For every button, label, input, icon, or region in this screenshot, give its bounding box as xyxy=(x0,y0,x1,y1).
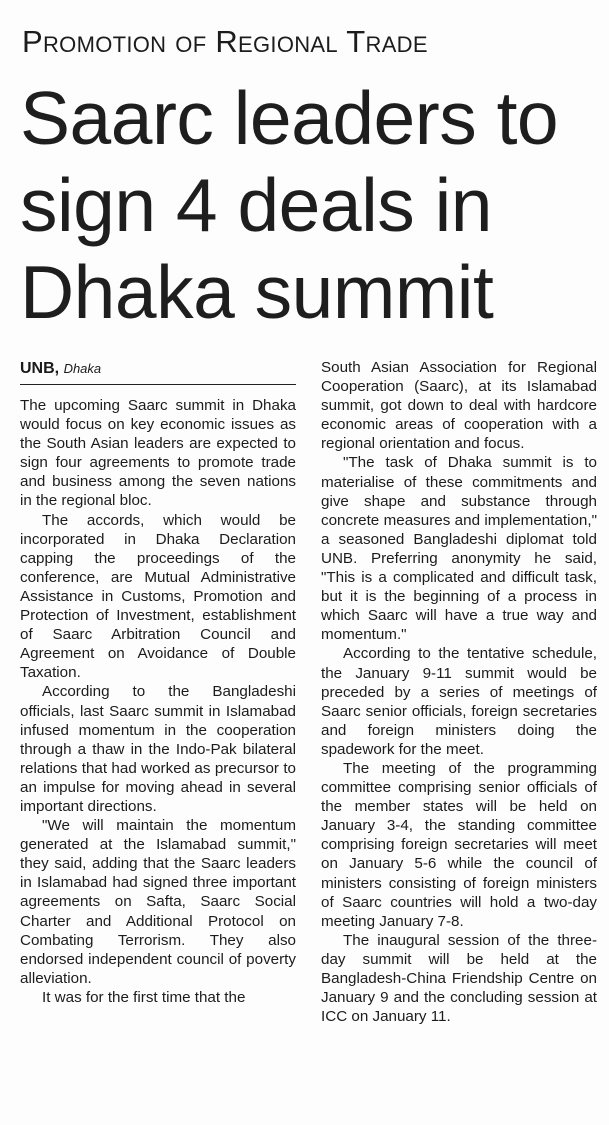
byline-city: Dhaka xyxy=(63,361,102,376)
paragraph: The inaugural session of the three-day summit will be held at the Bangladesh-China Friendship Centre on January 9 and the concluding session at ICC on January 11. xyxy=(321,931,597,1026)
article-column-right xyxy=(321,358,597,1026)
headline xyxy=(20,75,605,336)
headline-line: Dhaka summit xyxy=(20,250,494,334)
paragraph: "The task of Dhaka summit is to materialise of these commitments and give shape and substance through concrete measures and implementation," a seasoned Bangladeshi diplomat told UNB. Preferring anonymity he said, "This is a complicated and difficult task, but it is the beginning of a process in which Saarc will have a true way and momentum." xyxy=(321,454,597,644)
headline-line: Saarc leaders to xyxy=(20,76,559,160)
byline xyxy=(20,360,296,385)
paragraph: South Asian Association for Regional Cooperation (Saarc), at its Islamabad summit, got down to deal with hardcore economic areas of cooperation with a regional orientation and focus. xyxy=(321,359,597,453)
headline-line: sign 4 deals in xyxy=(20,163,492,247)
paragraph: "We will maintain the momentum generated at the Islamabad summit," they said, adding that the Saarc leaders in Islamabad had signed three important agreements on Safta, Saarc Social Charter and Additional Protocol on Combating Terrorism. They also endorsed independent council of poverty alleviation. xyxy=(20,817,296,987)
kicker-heading: Promotion of Regional Trade xyxy=(22,24,428,59)
article-column-left xyxy=(20,396,296,1007)
paragraph: The meeting of the programming committee comprising senior officials of the member states will be held on January 3-4, the standing committee comprising foreign secretaries will meet on January 5-6 while the council of ministers consisting of foreign ministers of Saarc countries will hold a two-day meeting January 7-8. xyxy=(321,759,597,930)
paragraph: It was for the first time that the xyxy=(42,988,246,1006)
paragraph: According to the tentative schedule, the January 9-11 summit would be preceded by a series of meetings of Saarc senior officials, foreign secretaries and foreign ministers doing the spadework for the meet. xyxy=(321,645,597,758)
byline-agency: UNB, xyxy=(20,360,60,377)
paragraph: The accords, which would be incorporated in Dhaka Declaration capping the proceedings of the conference, are Mutual Administrative Assistance in Customs, Promotion and Protection of Investment, establishment of Saarc Arbitration Council and Agreement on Avoidance of Double Taxation. xyxy=(20,511,296,682)
paragraph: According to the Bangladeshi officials, last Saarc summit in Islamabad infused momentum in the cooperation through a thaw in the Indo-Pak bilateral relations that had worked as precursor to an impulse for moving ahead in several important directions. xyxy=(20,683,296,815)
paragraph: The upcoming Saarc summit in Dhaka would focus on key economic issues as the South Asian leaders are expected to sign four agreements to promote trade and business among the seven nations in the regional bloc. xyxy=(20,397,296,510)
